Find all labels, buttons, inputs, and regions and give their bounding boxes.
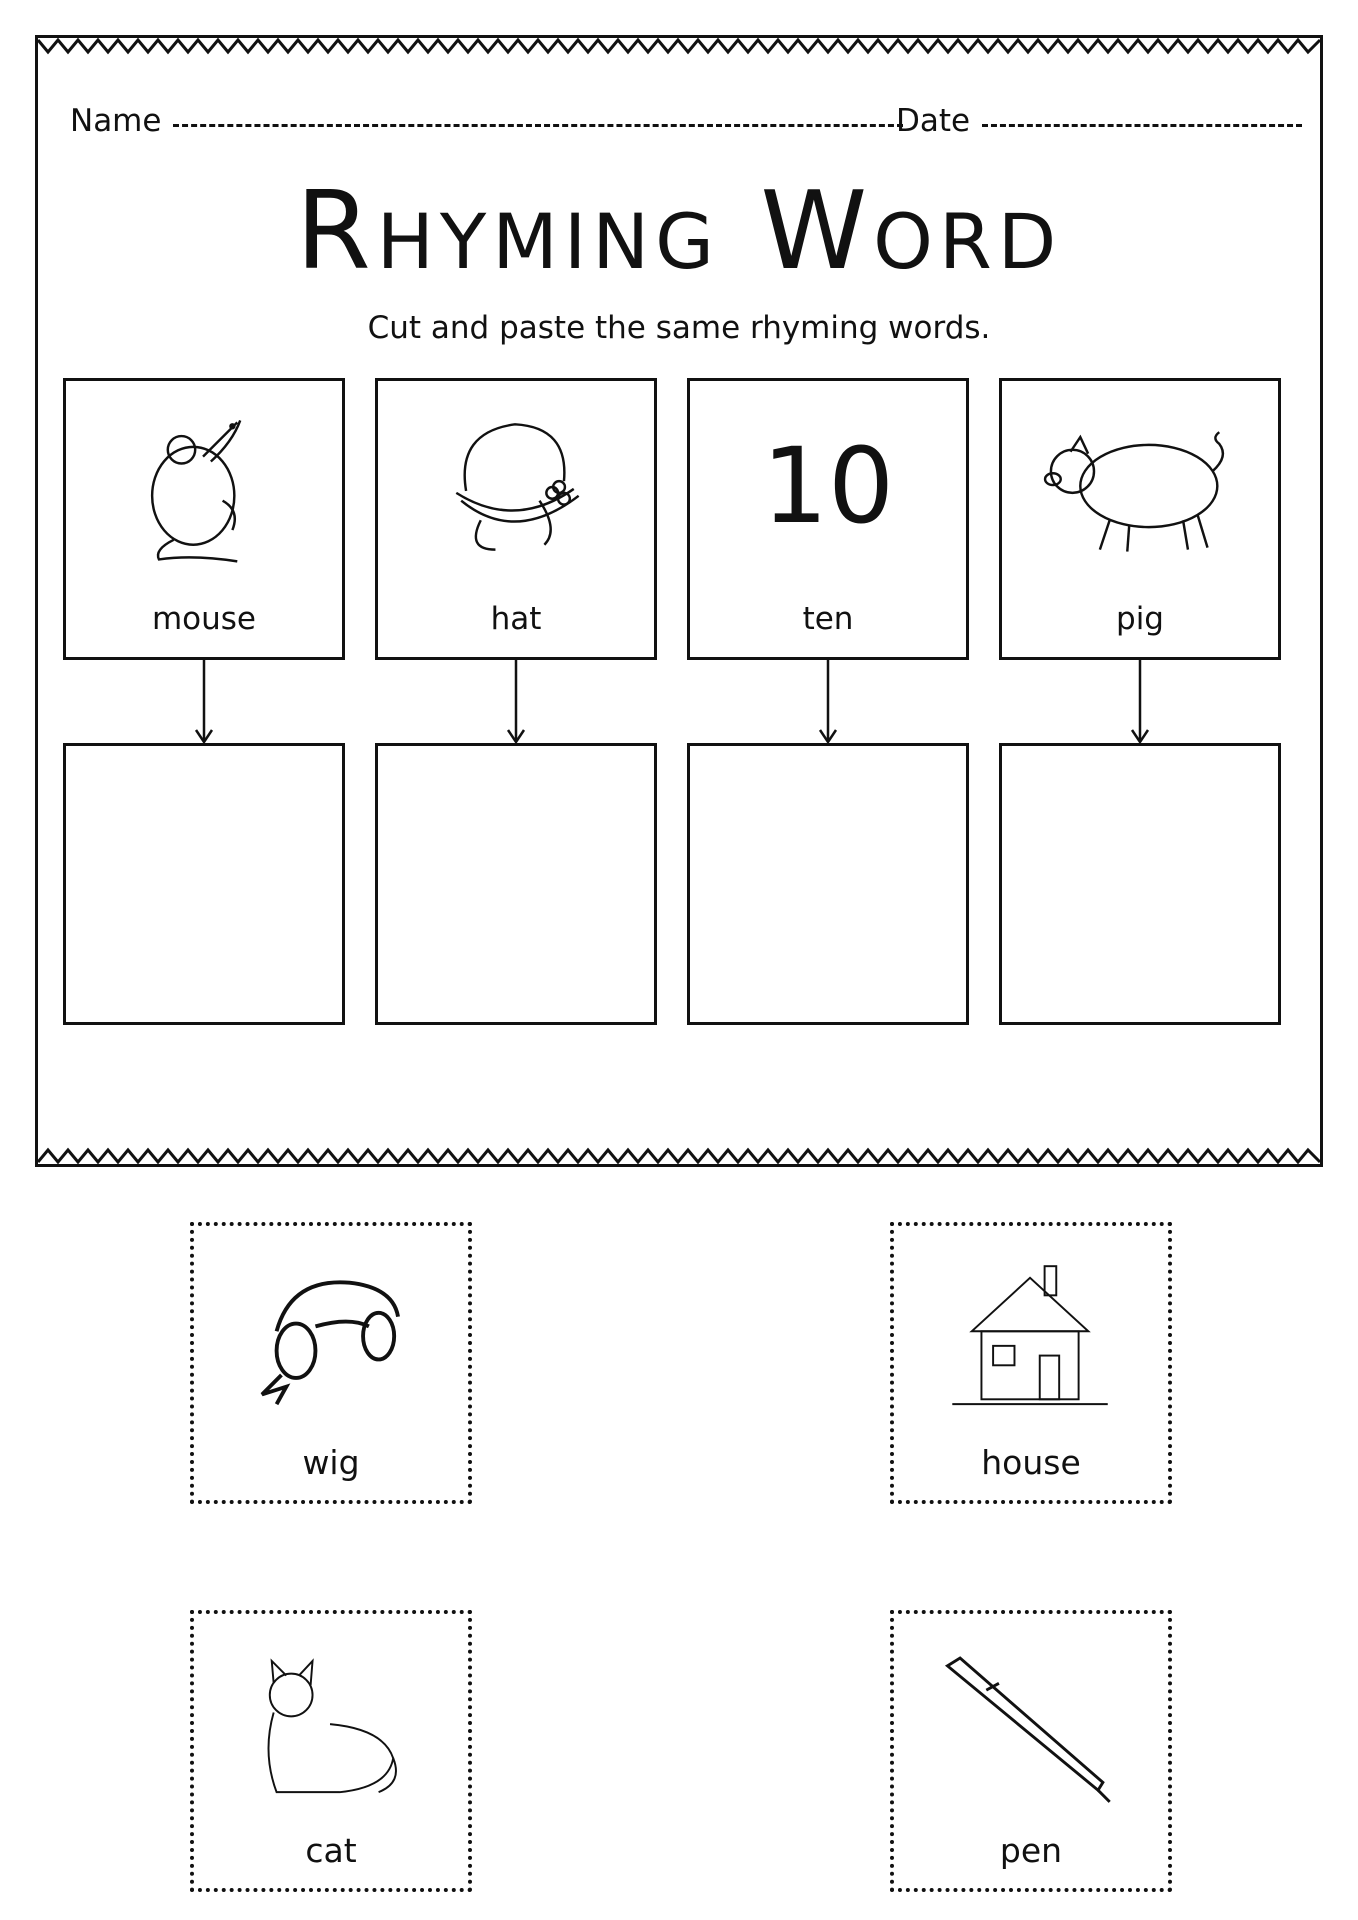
arrow-down-icon [1130,660,1150,745]
date-label: Date [896,103,971,139]
name-label: Name [70,103,162,139]
paste-box-4[interactable] [999,743,1281,1025]
paste-box-3[interactable] [687,743,969,1025]
word-label-ten: ten [802,601,854,637]
mouse-icon [66,401,342,571]
wig-icon [194,1256,468,1426]
word-box-hat [375,378,657,660]
arrow-down-icon [818,660,838,745]
card-label-wig: wig [302,1443,360,1482]
word-box-pig [999,378,1281,660]
worksheet-frame [35,35,1323,1167]
arrow-down-icon [506,660,526,745]
arrow-down-icon [194,660,214,745]
cut-card-wig[interactable] [190,1222,472,1504]
cat-icon [194,1644,468,1814]
number-ten-icon: 10 [761,425,895,547]
name-blank[interactable] [173,124,903,127]
word-label-pig: pig [1116,601,1164,637]
word-label-hat: hat [490,601,542,637]
paste-box-2[interactable] [375,743,657,1025]
word-box-mouse [63,378,345,660]
cut-card-house[interactable] [890,1222,1172,1504]
cut-card-pen[interactable] [890,1610,1172,1892]
paste-box-1[interactable] [63,743,345,1025]
word-label-mouse: mouse [151,601,257,637]
date-line[interactable] [896,103,1302,139]
word-box-ten [687,378,969,660]
zigzag-border-bottom [38,1144,1320,1164]
zigzag-border-top [38,38,1320,58]
pig-icon [1002,401,1278,571]
cut-card-cat[interactable] [190,1610,472,1892]
card-label-pen: pen [999,1831,1063,1870]
house-icon [894,1256,1168,1426]
instructions: Cut and paste the same rhyming words. [367,310,991,346]
date-blank[interactable] [982,124,1302,127]
page-title: Rhyming Word [295,169,1063,294]
name-line[interactable] [70,103,903,139]
hat-icon [378,401,654,571]
card-label-cat: cat [305,1831,357,1870]
card-label-house: house [981,1443,1081,1482]
pen-icon [894,1644,1168,1814]
